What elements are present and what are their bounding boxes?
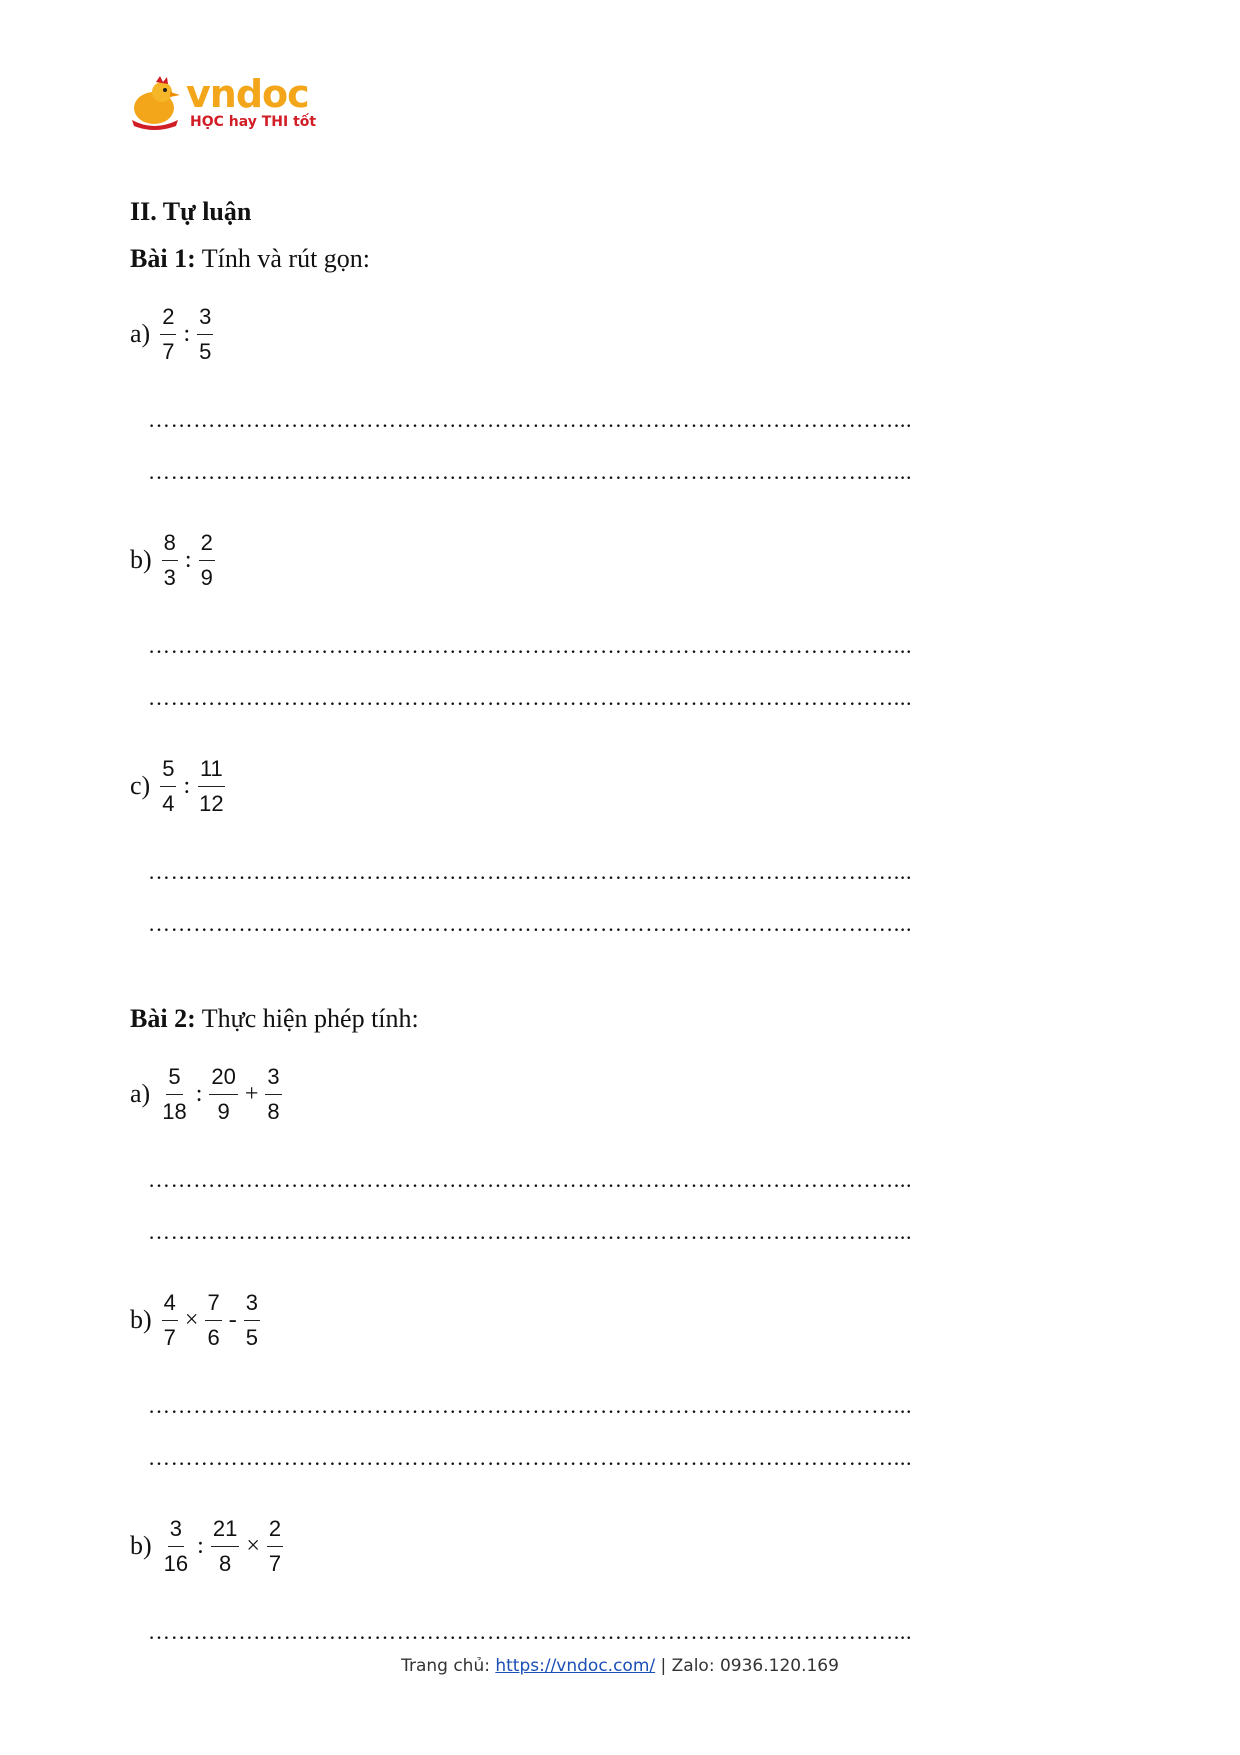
problem-label: a) <box>130 319 151 348</box>
operator: - <box>228 1306 237 1333</box>
logo-tagline-part-2: THI tốt <box>261 114 317 130</box>
problem-label: b) <box>130 545 152 574</box>
numerator: 8 <box>162 530 178 561</box>
rooster-mascot-icon <box>128 76 184 130</box>
denominator: 5 <box>245 1324 258 1350</box>
exercise-2-title <box>130 997 1110 1045</box>
denominator: 8 <box>267 1098 280 1124</box>
fraction <box>160 756 176 817</box>
vndoc-logo <box>128 72 318 136</box>
numerator: 5 <box>166 1064 182 1095</box>
exercise-1-instruction: Tính và rút gọn: <box>195 244 371 273</box>
fraction <box>197 756 225 817</box>
page-footer <box>0 1656 1240 1676</box>
fraction <box>209 1064 237 1125</box>
logo-wordmark: vndoc <box>186 72 309 116</box>
operator: × <box>184 1306 199 1333</box>
numerator: 5 <box>160 756 176 787</box>
denominator: 12 <box>199 790 224 816</box>
fraction <box>162 1516 190 1577</box>
exercise-1-title <box>130 237 1110 285</box>
fraction <box>205 1290 221 1351</box>
fraction-expression <box>158 1516 287 1577</box>
answer-line[interactable]: ………………………………………………………………………………………... <box>148 1447 913 1469</box>
operator: × <box>246 1532 260 1559</box>
answer-line[interactable]: ………………………………………………………………………………………... <box>148 913 913 935</box>
numerator: 7 <box>205 1290 221 1321</box>
answer-line[interactable]: ………………………………………………………………………………………... <box>148 1621 913 1643</box>
numerator: 2 <box>160 304 176 335</box>
numerator: 2 <box>199 530 215 561</box>
fraction <box>244 1290 260 1351</box>
denominator: 4 <box>162 790 175 816</box>
denominator: 6 <box>207 1324 220 1350</box>
answer-line[interactable]: ………………………………………………………………………………………... <box>148 635 913 657</box>
fraction <box>265 1064 281 1125</box>
numerator: 3 <box>197 304 213 335</box>
fraction <box>199 530 215 591</box>
document-body <box>130 193 1110 1643</box>
fraction <box>162 1290 178 1351</box>
numerator: 21 <box>211 1516 239 1547</box>
answer-line[interactable]: ………………………………………………………………………………………... <box>148 687 913 709</box>
operator: : <box>183 772 191 799</box>
logo-tagline <box>190 114 316 130</box>
answer-line[interactable]: ………………………………………………………………………………………... <box>148 1221 913 1243</box>
denominator: 7 <box>163 1324 176 1350</box>
denominator: 8 <box>218 1550 232 1576</box>
homepage-link[interactable]: https://vndoc.com/ <box>495 1656 656 1676</box>
denominator: 9 <box>217 1098 230 1124</box>
denominator: 18 <box>162 1098 187 1124</box>
operator: : <box>183 320 191 347</box>
numerator: 3 <box>168 1516 184 1547</box>
denominator: 5 <box>199 338 212 364</box>
exercise-2-label: Bài 2: <box>130 1004 196 1033</box>
fraction-expression <box>158 1290 264 1351</box>
fraction-expression <box>156 304 217 365</box>
exercise-2-problem-c <box>130 1505 1110 1587</box>
denominator: 7 <box>268 1550 282 1576</box>
exercise-1-problem-c <box>130 745 1110 827</box>
numerator: 3 <box>244 1290 260 1321</box>
operator: : <box>195 1080 203 1107</box>
fraction <box>160 1064 188 1125</box>
fraction <box>197 304 213 365</box>
fraction-expression <box>156 1064 285 1125</box>
answer-line[interactable]: ………………………………………………………………………………………... <box>148 461 913 483</box>
problem-label: b) <box>130 1305 152 1334</box>
section-title: II. Tự luận <box>130 197 252 226</box>
fraction <box>211 1516 239 1577</box>
denominator: 16 <box>163 1550 189 1576</box>
fraction-expression <box>156 756 229 817</box>
numerator: 2 <box>267 1516 283 1547</box>
fraction <box>160 304 176 365</box>
denominator: 9 <box>200 564 213 590</box>
problem-label: a) <box>130 1079 151 1108</box>
exercise-1-problem-a <box>130 293 1110 375</box>
exercise-2-problem-b <box>130 1279 1110 1361</box>
denominator: 3 <box>163 564 176 590</box>
answer-line[interactable]: ………………………………………………………………………………………... <box>148 1395 913 1417</box>
exercise-1-label: Bài 1: <box>130 244 196 273</box>
denominator: 7 <box>162 338 175 364</box>
problem-label: b) <box>130 1531 152 1560</box>
exercise-1-problem-b <box>130 519 1110 601</box>
numerator: 4 <box>162 1290 178 1321</box>
fraction-expression <box>158 530 219 591</box>
numerator: 20 <box>209 1064 237 1095</box>
footer-contact: | Zalo: 0936.120.169 <box>655 1656 839 1676</box>
numerator: 3 <box>265 1064 281 1095</box>
answer-line[interactable]: ………………………………………………………………………………………... <box>148 861 913 883</box>
numerator: 11 <box>198 756 225 787</box>
exercise-2-problem-a <box>130 1053 1110 1135</box>
operator: + <box>244 1080 259 1107</box>
answer-line[interactable]: ………………………………………………………………………………………... <box>148 1169 913 1191</box>
problem-label: c) <box>130 771 151 800</box>
fraction <box>267 1516 283 1577</box>
operator: : <box>197 1532 204 1559</box>
operator: : <box>184 546 192 573</box>
footer-prefix: Trang chủ: <box>401 1656 496 1676</box>
answer-line[interactable]: ………………………………………………………………………………………... <box>148 409 913 431</box>
fraction <box>162 530 178 591</box>
exercise-2-instruction: Thực hiện phép tính: <box>195 1004 419 1033</box>
logo-tagline-part-1: HỌC hay <box>190 114 262 130</box>
